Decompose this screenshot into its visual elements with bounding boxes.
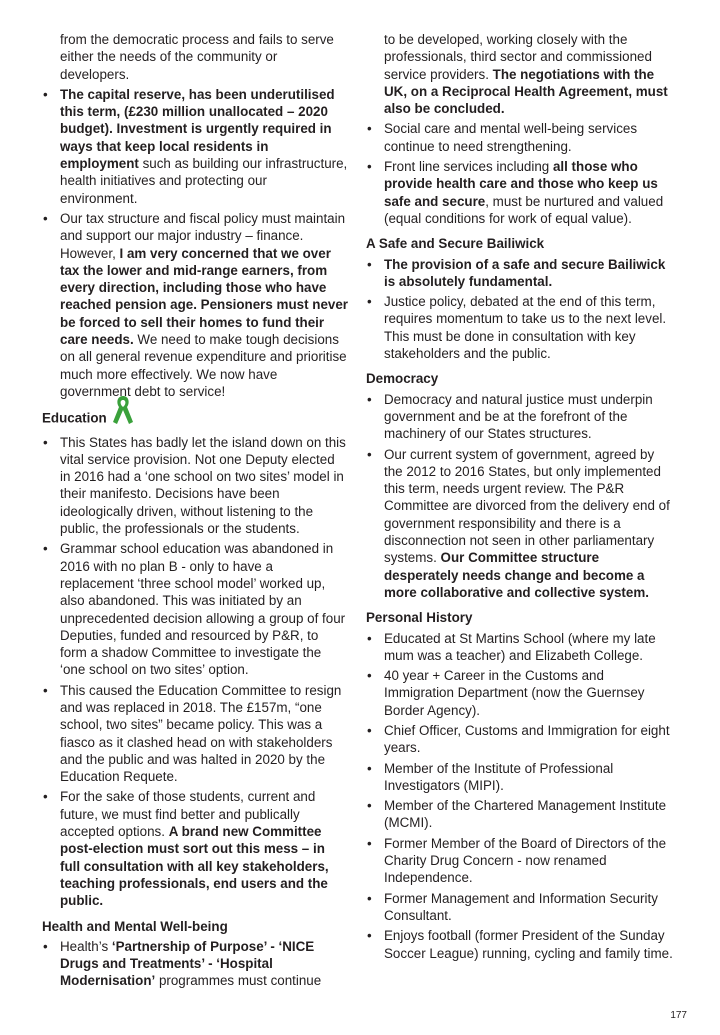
body-text: such as building our infrastructure, health initiatives and protecting our environment. [60,156,348,206]
left-column [42,31,348,993]
bullet-marker: • [367,668,372,684]
body-text: Our current system of government, agreed by the 2012 to 2016 States, but only implemented this term, needs urgent review. The P&R Committee are divorced from the delivery end of government responsibility and there is a disconnection not seen in other parliamentary systems. [384,446,670,566]
history-bullet-list [366,630,676,962]
list-item [366,890,676,925]
list-item [42,540,348,678]
body-text: Democracy and natural justice must underpin government and be at the forefront of the machinery of our States structures. [384,391,653,442]
list-item [366,797,676,832]
body-text: Our tax structure and fiscal policy must maintain and support our major industry – finance. However, [60,210,346,261]
list-item [366,391,676,443]
health-heading: Health and Mental Well-being [42,918,228,934]
list-item [366,256,676,291]
body-text: 40 year + Career in the Customs and Immigration Department (now the Guernsey Border Agency). [384,668,645,718]
body-text: Former Member of the Board of Directors of the Charity Drug Concern - now renamed Independence. [384,835,667,886]
bullet-marker: • [43,434,48,450]
bold-text: all those who provide health care and those who keep us safe and secure [384,159,658,209]
body-text: This caused the Education Committee to resign and was replaced in 2018. The £157m, “one school, two sites” became policy. This was a fiasco as it clashed head on with stakeholders and the public and was halted in 2020 by the Education Requete. [60,682,342,785]
list-item [366,927,676,962]
body-text: programmes must continue [155,973,322,989]
body-text: This States has badly let the island down on this vital service provision. Not one Deputy elected in 2016 had a ‘one school on two sites’ model in their manifesto. Decisions have been ideologically driven, without listening to the public, the professionals or the students. [60,434,346,537]
body-text: Member of the Institute of Professional Investigators (MIPI). [384,760,614,793]
bold-text: The provision of a safe and secure Bailiwick is absolutely fundamental. [384,256,666,289]
list-item [42,788,348,909]
list-item [366,722,676,757]
bullet-marker: • [43,86,48,102]
body-text: Health’s [60,938,112,954]
history-heading: Personal History [366,610,473,626]
list-item [42,210,348,400]
bullet-marker: • [367,928,372,944]
health-bullet-list-continued [366,120,676,227]
democracy-heading: Democracy [366,371,439,387]
bullet-marker: • [367,630,372,646]
list-item [42,86,348,207]
body-text: Educated at St Martins School (where my late mum was a teacher) and Elizabeth College. [384,630,656,663]
bullet-marker: • [367,760,372,776]
right-column [366,31,676,965]
safe-heading: A Safe and Secure Bailiwick [366,236,545,252]
body-text: Enjoys football (former President of the Sunday Soccer League) running, cycling and family time. [384,928,673,961]
top-bullet-list [42,86,348,400]
bullet-marker: • [43,789,48,805]
bold-text: A brand new Committee post-election must sort out this mess – in full consultation with all key stakeholders, teaching professionals, end users and the public. [60,824,329,909]
bullet-marker: • [367,798,372,814]
bullet-marker: • [367,890,372,906]
bullet-marker: • [367,446,372,462]
body-text: Justice policy, debated at the end of this term, requires momentum to take us to the next level. This must be done in consultation with key stakeholders and the public. [384,294,667,362]
list-item [366,158,676,227]
democracy-bullet-list [366,391,676,602]
body-text: Front line services including [384,159,553,175]
body-text: Chief Officer, Customs and Immigration for eight years. [384,722,670,756]
body-text: We need to make tough decisions on all general revenue expenditure and prioritise much more effectively. We now have government debt to service! [60,332,347,399]
list-item [366,760,676,795]
bullet-marker: • [43,938,48,954]
education-heading: Education [42,408,348,430]
body-text: Former Management and Information Security Consultant. [384,890,658,923]
list-item [42,434,348,538]
bold-text: Our Committee structure desperately needs change and become a more collaborative and collective system. [384,550,649,600]
list-item [366,667,676,719]
body-text: Social care and mental well-being services continue to need strengthening. [384,121,638,154]
list-item [366,630,676,665]
bullet-marker: • [367,121,372,137]
education-bullet-list [42,434,348,910]
body-text: Grammar school education was abandoned in 2016 with no plan B - only to have a replacement ‘three school model’ worked up, also abandoned. This was initiated by an unprecedented decision allowing a group of four Deputies, funded and resourced by P&R, to form a shadow Committee to investigate the ‘one school on two sites’ option. [60,541,346,678]
body-text: Member of the Chartered Management Institute (MCMI). [384,798,667,831]
body-text: For the sake of those students, current and future, we must find better and publically accepted options. [60,789,316,840]
bullet-marker: • [367,294,372,310]
intro-continuation: from the democratic process and fails to serve either the needs of the community or developers. [60,32,334,82]
bullet-marker: • [43,210,48,226]
safe-bullet-list [366,256,676,363]
list-item [42,938,348,990]
bullet-marker: • [367,391,372,407]
bold-text: ‘Partnership of Purpose’ - ‘NICE Drugs and Treatments’ - ‘Hospital Modernisation’ [60,938,315,989]
bold-text: The capital reserve, has been underutilised this term, (£230 million unallocated – 2020 budget). Investment is urgently required in ways that keep local residents in employment [60,86,335,172]
body-text: , must be nurtured and valued (equal conditions for work of equal value). [384,193,664,226]
bold-text: I am very concerned that we over tax the lower and mid-range earners, from every direction, including those who have reached pension age. Pensioners must never be forced to sell their homes to fund their care needs. [60,245,349,348]
page-number: 177 [670,1010,687,1021]
bullet-marker: • [43,541,48,557]
list-item [366,835,676,887]
list-item [366,120,676,155]
list-item [42,682,348,786]
list-item [366,293,676,362]
bullet-marker: • [367,722,372,738]
list-item [366,446,676,602]
bullet-marker: • [367,835,372,851]
bullet-marker: • [367,159,372,175]
bullet-marker: • [43,682,48,698]
health-bullet-list [42,938,348,990]
bullet-marker: • [367,256,372,272]
health-continuation: to be developed, working closely with the professionals, third sector and commissioned service providers. The negotiations with the UK, on a Reciprocal Health Agreement, must also be concluded. [384,32,668,117]
